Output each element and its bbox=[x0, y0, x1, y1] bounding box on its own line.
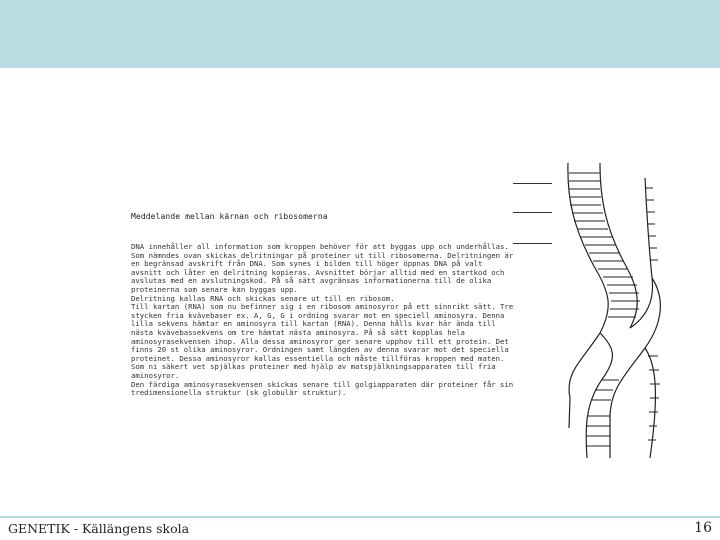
paragraph-aminosyror: Till kartan (RNA) som nu befinner sig i en ribosom aminosyror på ett sinnrikt sätt. Tre stycken fria kvävebaser ex. A, G, G i ordning svarar mot en speciell aminosyra. Denna lilla sekvens hämtar en aminosyra till kartan (RNA). Denna hålls kvar här ända till nästa kvävebassekvens om tre hämtat nästa aminosyra. På så sätt kopplas hela aminosyrasekvensen ihop. Alla dessa aminosyror ger senare upphov till ett protein. Det finns 20 st olika aminosyror. Ordningen samt längden av denna svarar mot det speciella proteinet. Dessa aminosyror kallas essentiella och måste tillföras kroppen med maten. Som ni säkert vet spjälkas proteiner med hjälp av matspjälkningsapparaten till fria aminosyror. bbox=[131, 302, 514, 380]
header-band bbox=[0, 0, 720, 68]
body-text bbox=[131, 243, 516, 398]
label-line-2 bbox=[513, 212, 552, 213]
label-line-3 bbox=[513, 243, 552, 244]
paragraph-rna: Delritning kallas RNA och skickas senare ut till en ribosom. bbox=[131, 293, 395, 303]
paragraph-golgi: Den färdiga aminosyrasekvensen skickas senare till golgiapparaten där proteiner får sin tredimensionella struktur (sk globulär struktur). bbox=[131, 379, 514, 398]
section-heading: Meddelande mellan kärnan och ribosomerna bbox=[131, 212, 328, 221]
dna-unzipping-illustration bbox=[555, 158, 685, 478]
footer-title: GENETIK - Källängens skola bbox=[8, 521, 190, 536]
page-number: 16 bbox=[694, 520, 712, 536]
paragraph-dna: DNA innehåller all information som kroppen behöver för att byggas upp och underhållas. Som nämndes ovan skickas delritningar på proteiner ut till ribosomerna. Delritningen är en begränsad avskrift från DNA. Som synes i bilden till höger öppnas DNA på valt avsnitt och låter en delritning kopieras. Avsnittet börjar alltid med en startkod och avslutas med en avslutningskod. På så sätt avgränsas informationerna till de olika proteinerna som senare kan byggas upp. bbox=[131, 242, 514, 294]
footer-divider bbox=[0, 516, 720, 518]
label-line-1 bbox=[513, 183, 552, 184]
